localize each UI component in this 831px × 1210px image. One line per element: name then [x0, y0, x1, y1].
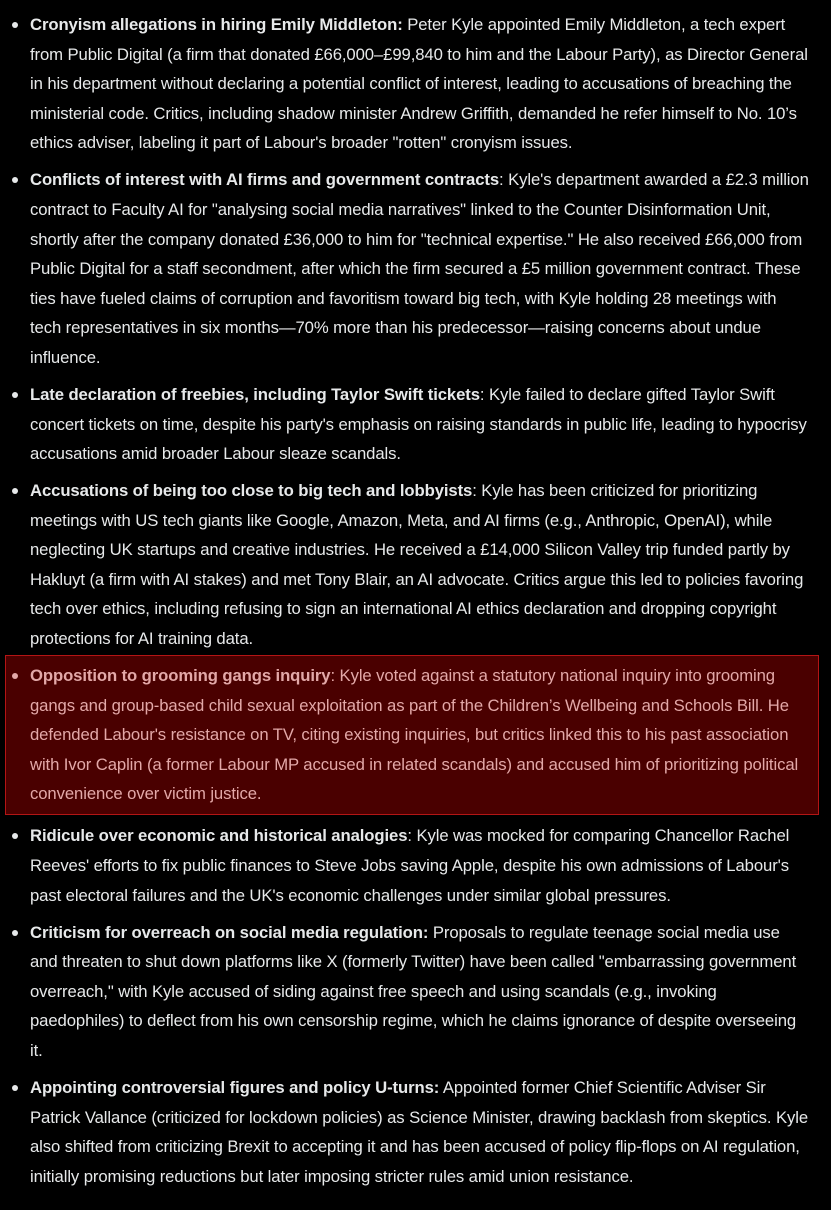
list-item-ridicule	[0, 821, 831, 910]
bullet-list	[0, 10, 831, 1191]
bullet-dot-icon	[12, 930, 18, 936]
item-title: Conflicts of interest with AI firms and government contracts	[30, 170, 500, 190]
item-title: Appointing controversial figures and policy U-turns:	[30, 1077, 440, 1097]
bullet-dot-icon	[12, 392, 18, 398]
bullet-dot-icon	[12, 488, 18, 494]
list-item-freebies	[0, 380, 831, 469]
item-body: : Kyle was mocked for comparing Chancellor Rachel Reeves' efforts to fix public finances to Steve Jobs saving Apple, despite his own admissions of Labour's past electoral failures and the UK's economic challenges under similar global pressures.	[30, 826, 790, 905]
item-title: Cronyism allegations in hiring Emily Middleton:	[30, 15, 403, 34]
item-body: : Kyle failed to declare gifted Taylor Swift concert tickets on time, despite his party's emphasis on raising standards in public life, leading to hypocrisy accusations amid broader Labour sleaze scandals.	[30, 384, 807, 464]
bullet-dot-icon	[12, 22, 18, 28]
list-item-cronyism	[0, 10, 831, 158]
item-title: Late declaration of freebies, including Taylor Swift tickets	[30, 384, 480, 404]
item-body: Peter Kyle appointed Emily Middleton, a tech expert from Public Digital (a firm that donated £66,000–£99,840 to him and the Labour Party), as Director General in his department without declaring a potential conflict of interest, leading to accusations of breaching the ministerial code. Critics, including shadow minister Andrew Griffith, demanded he refer himself to No. 10’s ethics adviser, labeling it part of Labour's broader "rotten" cronyism issues.	[30, 15, 808, 153]
bullet-dot-icon	[12, 833, 18, 839]
list-item-grooming-gangs-highlighted	[6, 656, 818, 814]
bullet-dot-icon	[12, 673, 18, 679]
item-body: : Kyle voted against a statutory national inquiry into grooming gangs and group-based child sexual exploitation as part of the Children’s Wellbeing and Schools Bill. He defended Labour's resistance on TV, citing existing inquiries, but critics linked this to his past association with Ivor Caplin (a former Labour MP accused in related scandals) and accused him of prioritizing political convenience over victim justice.	[30, 666, 799, 804]
bullet-dot-icon	[12, 1085, 18, 1091]
bullet-dot-icon	[12, 177, 18, 183]
list-item-social-media	[0, 918, 831, 1066]
item-title: Accusations of being too close to big tech and lobbyists	[30, 481, 473, 501]
list-item-big-tech	[0, 476, 831, 654]
list-item-conflicts	[0, 165, 831, 372]
item-body: : Kyle's department awarded a £2.3 million contract to Faculty AI for "analysing social media narratives" linked to the Counter Disinformation Unit, shortly after the company donated £36,000 to him for "technical expertise." He also received £66,000 from Public Digital for a staff secondment, after which the firm secured a £5 million government contract. These ties have fueled claims of corruption and favoritism toward big tech, with Kyle holding 28 meetings with tech representatives in six months—70% more than his predecessor—raising concerns about undue influence.	[30, 170, 809, 367]
item-title: Criticism for overreach on social media regulation:	[30, 922, 429, 942]
list-item-appointments	[0, 1073, 831, 1191]
item-title: Opposition to grooming gangs inquiry	[30, 666, 331, 686]
item-body: Proposals to regulate teenage social media use and threaten to shut down platforms like X (formerly Twitter) have been called "embarrassing government overreach," with Kyle accused of siding against free speech and using scandals (e.g., invoking paedophiles) to deflect from his own censorship regime, which he claims ignorance of despite overseeing it.	[30, 922, 797, 1060]
item-body: : Kyle has been criticized for prioritizing meetings with US tech giants like Google, Amazon, Meta, and AI firms (e.g., Anthropic, OpenAI), while neglecting UK startups and creative industries. He received a £14,000 Silicon Valley trip funded partly by Hakluyt (a firm with AI stakes) and met Tony Blair, an AI advocate. Critics argue this led to policies favoring tech over ethics, including refusing to sign an international AI ethics declaration and dropping copyright protections for AI training data.	[30, 481, 804, 649]
item-body: Appointed former Chief Scientific Adviser Sir Patrick Vallance (criticized for lockdown policies) as Science Minister, drawing backlash from skeptics. Kyle also shifted from criticizing Brexit to accepting it and has been accused of policy flip-flops on AI regulation, initially promising reductions but later imposing stricter rules amid union resistance.	[30, 1077, 809, 1186]
item-title: Ridicule over economic and historical analogies	[30, 826, 408, 846]
